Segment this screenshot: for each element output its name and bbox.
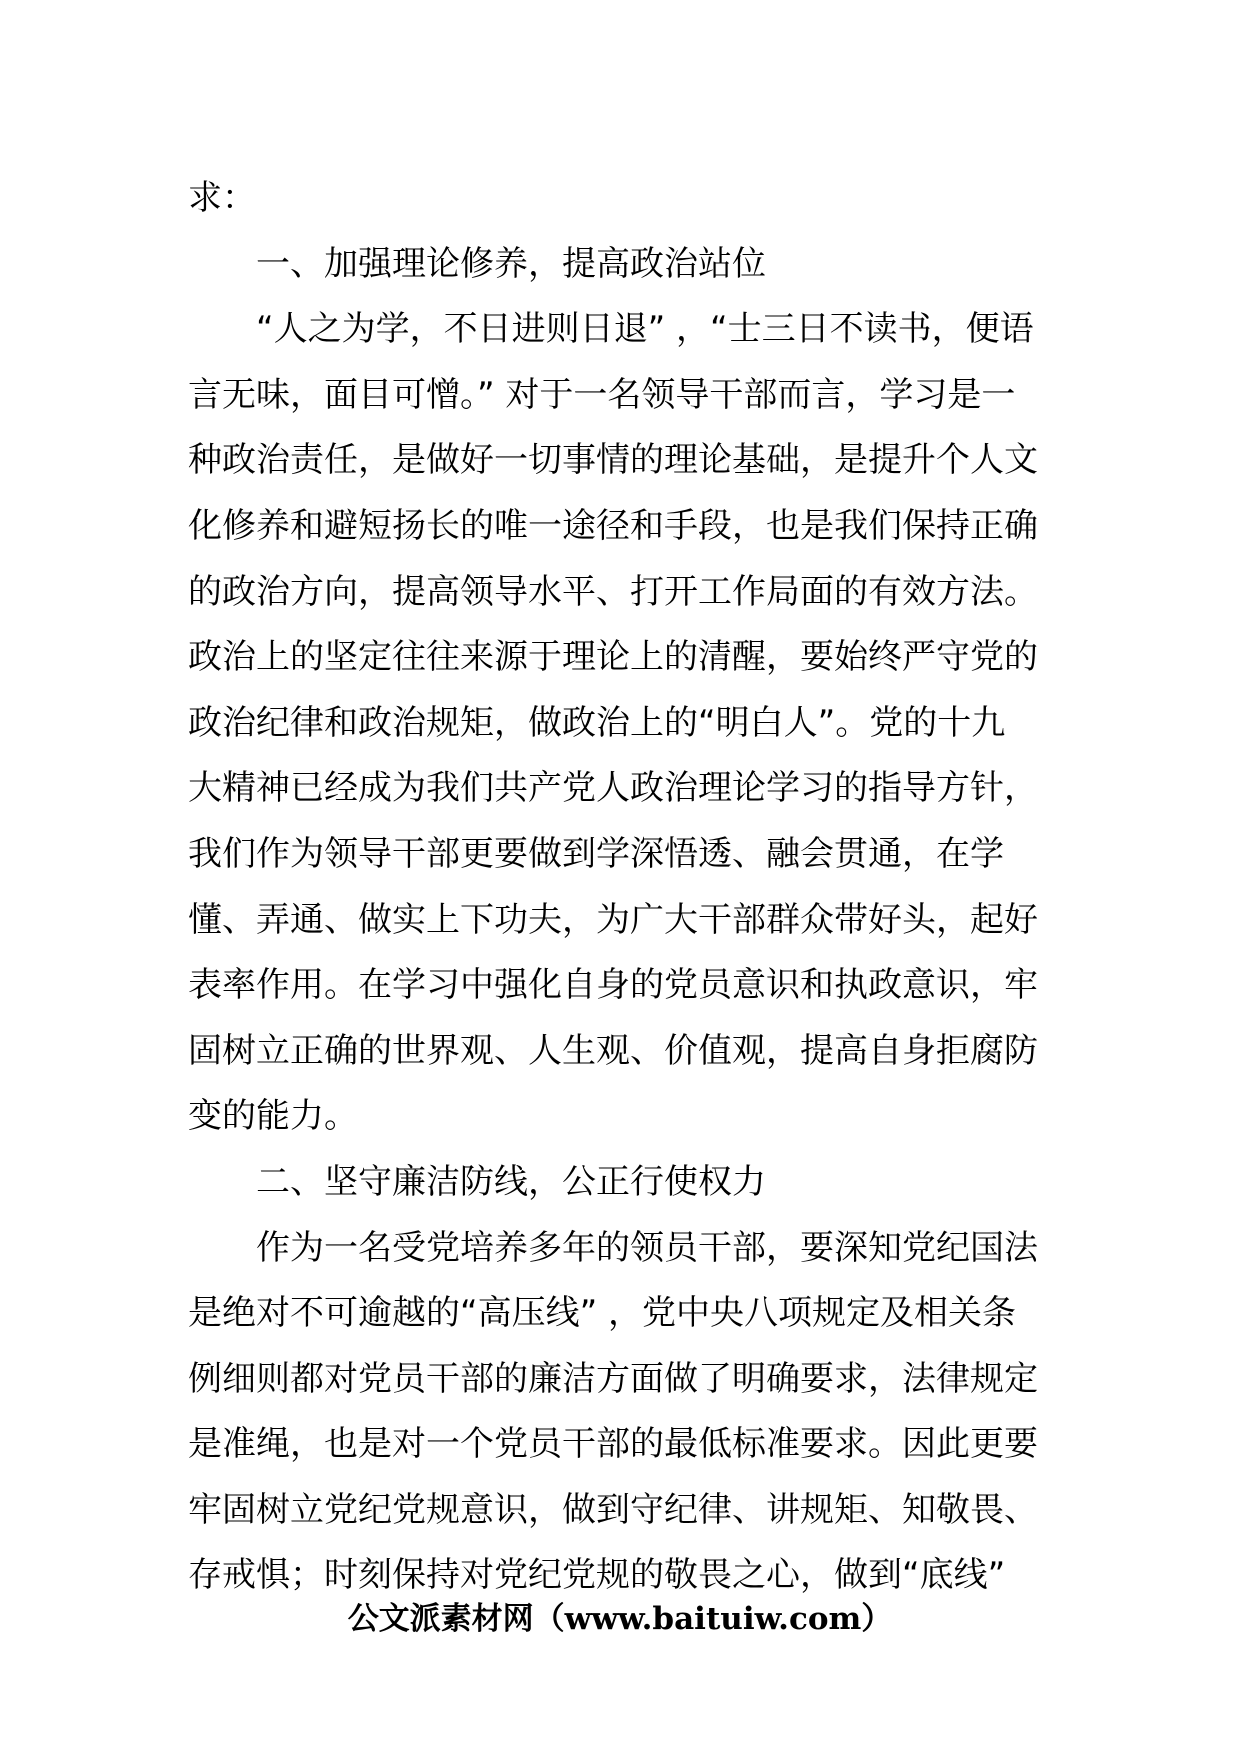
text-line: 是准绳，也是对一个党员干部的最低标准要求。因此更要 [188,1424,1038,1465]
text-line: 变的能力。 [188,1096,358,1137]
text-line: 我们作为领导干部更要做到学深悟透、融会贯通，在学 [188,833,1004,874]
text-line: 的政治方向，提高领导水平、打开工作局面的有效方法。 [188,571,1038,612]
text-line: 固树立正确的世界观、人生观、价值观，提高自身拒腐防 [188,1030,1038,1071]
text-line: 种政治责任，是做好一切事情的理论基础，是提升个人文 [188,440,1038,481]
section-heading-2: 二、坚守廉洁防线，公正行使权力 [256,1161,766,1202]
text-line: 例细则都对党员干部的廉洁方面做了明确要求，法律规定 [188,1358,1038,1399]
text-line: 存戒惧；时刻保持对党纪党规的敬畏之心，做到“底线” [188,1555,1006,1596]
text-line: “人之为学，不日进则日退” ，“士三日不读书，便语 [256,309,1034,350]
footer-watermark: 公文派素材网（www.baituiw.com） [347,1601,893,1637]
section-heading-1: 一、加强理论修养，提高政治站位 [256,243,766,284]
text-line: 是绝对不可逾越的“高压线” ，党中央八项规定及相关条 [188,1293,1017,1334]
text-line: 牢固树立党纪党规意识，做到守纪律、讲规矩、知敬畏、 [188,1489,1038,1530]
document-body [188,166,1056,1609]
text-line: 懂、弄通、做实上下功夫，为广大干部群众带好头，起好 [188,899,1038,940]
text-line: 作为一名受党培养多年的领员干部，要深知党纪国法 [256,1227,1038,1268]
text-line: 化修养和避短扬长的唯一途径和手段，也是我们保持正确 [188,505,1038,546]
text-line: 表率作用。在学习中强化自身的党员意识和执政意识，牢 [188,965,1038,1006]
text-line: 政治纪律和政治规矩，做政治上的“明白人”。党的十九 [188,702,1006,743]
text-line: 求： [188,178,256,218]
text-line: 大精神已经成为我们共产党人政治理论学习的指导方针， [188,768,1038,809]
text-line: 言无味，面目可憎。” 对于一名领导干部而言，学习是一 [188,374,1016,415]
text-line: 政治上的坚定往往来源于理论上的清醒，要始终严守党的 [188,637,1038,678]
